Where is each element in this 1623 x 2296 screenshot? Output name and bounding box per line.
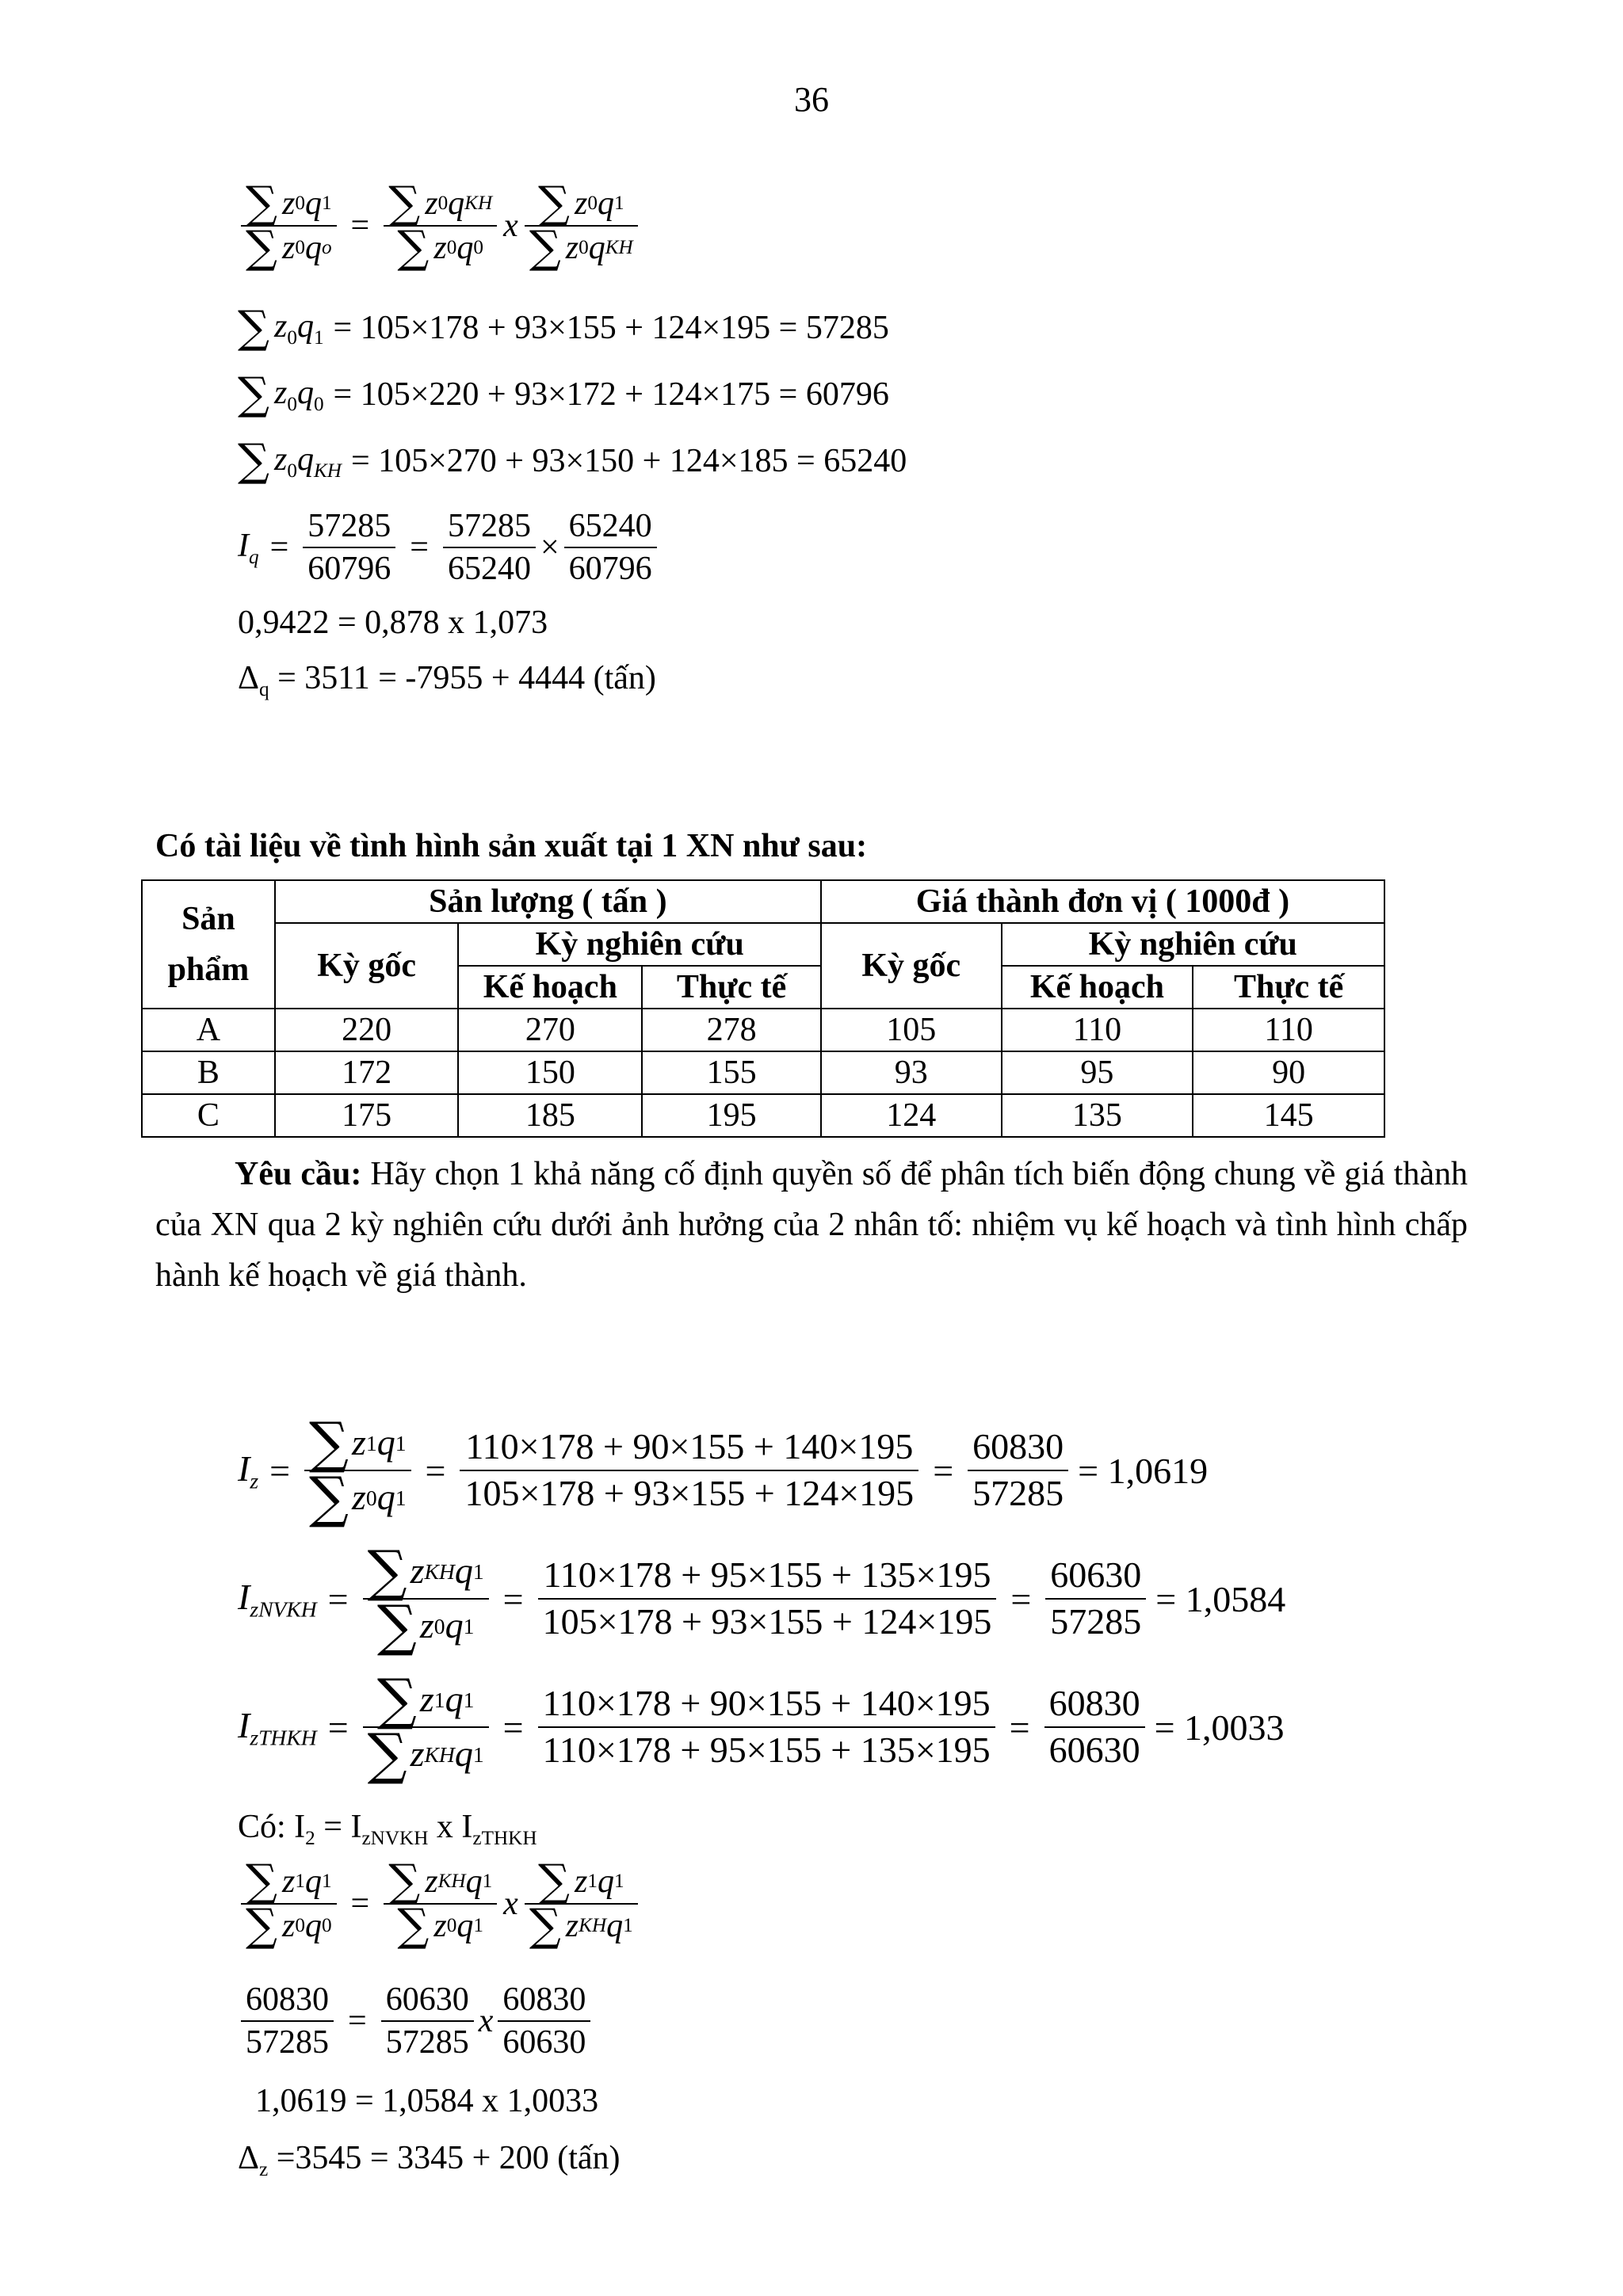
header-output-base: Kỳ gốc [275, 923, 459, 1009]
weight-decomposition-formula: ∑ z 0 q 1 ∑ z 0 q o = ∑ z 0 q KH ∑ z 0 q 0 x ∑ z 0 q 1 ∑ z 0 q KH [238, 184, 641, 269]
header-cost-actual: Thực tế [1193, 966, 1384, 1009]
header-output: Sản lượng ( tấn ) [275, 880, 821, 923]
iz-result-line: 1,0619 = 1,0584 x 1,0033 [255, 2083, 599, 2119]
delta-z-line: $\Delta_z =3545 = 3345 + 200$ (tấn) [238, 2140, 621, 2180]
sum-z0qKH-line: ∑ $z_0q_{KH}$ = 105×270 + 93×150 + 124×185 = 65240 [238, 435, 907, 487]
header-output-actual: Thực tế [642, 966, 821, 1009]
table-row: B 172 150 155 93 95 90 [142, 1051, 1384, 1094]
header-output-plan: Kế hoạch [458, 966, 642, 1009]
sum-z0q1-line: ∑ $z_0q_1$ = 105×178 + 93×155 + 124×195 = 57285 [238, 302, 889, 354]
header-cost-study: Kỳ nghiên cứu [1002, 923, 1384, 966]
iz-thkh-formula: $I_{zTHKH}$ = ∑ z 1 q 1 ∑ z KH q 1 = $\frac{110\times 178 + 90\times 155 + 140\times 195}{110\times 178 + 95\times 155 + 135\times 195}$ = $\frac{60830}{60630}$ = 1,0033 [238, 1667, 1285, 1787]
iz-nvkh-formula: $I_{zNVKH}$ = ∑ z KH q 1 ∑ z 0 q 1 = $\frac{110\times 178 + 95\times 155 + 135\times 195}{105\times 178 + 93\times 155 + 124\times 195}$ = $\frac{60630}{57285}$ = 1,0584 [238, 1539, 1286, 1658]
sum-z0q0-line: ∑ $z_0q_0$ = 105×220 + 93×172 + 124×175 = 60796 [238, 368, 889, 421]
index-system-statement: Có: $I_2 = I_{zNVKH}$ x $I_{zTHKH}$ [238, 1809, 537, 1849]
production-data-table [141, 879, 1385, 1138]
requirement-paragraph: Yêu cầu: Hãy chọn 1 khả năng cố định quyền số để phân tích biến động chung về giá thành của XN qua 2 kỳ nghiên cứu dưới ảnh hưởng của 2 nhân tố: nhiệm vụ kế hoạch và tình hình chấp hành kế hoạch về giá thành. [155, 1156, 1468, 1294]
iq-result-line: 0,9422 = 0,878 x 1,073 [238, 605, 548, 641]
index-system-formula: ∑ z 1 q 1 ∑ z 0 q 0 = ∑ z KH q 1 ∑ z 0 q 1 x ∑ z 1 q 1 ∑ z KH q 1 [238, 1862, 641, 1947]
iz-formula: $I_z$ = ∑ z 1 q 1 ∑ z 0 q 1 = $\frac{110\times 178 + 90\times 155 + 140\times 195}{105\times 178 + 93\times 155 + 124\times 195}$ = $\frac{60830}{57285}$ = 1,0619 [238, 1410, 1209, 1530]
delta-q-line: $\Delta_q = 3511 = -7955 + 4444$ (tấn) [238, 660, 656, 700]
header-cost-base: Kỳ gốc [821, 923, 1002, 1009]
table-row: A 220 270 278 105 110 110 [142, 1009, 1384, 1051]
header-output-study: Kỳ nghiên cứu [458, 923, 820, 966]
iq-formula: $I_q$ = $\frac{57285}{60796}$ = $\frac{57285}{65240}$ × $\frac{65240}{60796}$ [238, 507, 660, 589]
table-row: C 175 185 195 124 135 145 [142, 1094, 1384, 1137]
section-heading: Có tài liệu về tình hình sản xuất tại 1 XN như sau: [155, 828, 868, 864]
header-unit-cost: Giá thành đơn vị ( 1000đ ) [821, 880, 1384, 923]
page-number: 36 [794, 80, 829, 119]
header-cost-plan: Kế hoạch [1002, 966, 1193, 1009]
header-product: Sản phẩm [142, 880, 275, 1009]
numeric-index-system: $\frac{60830}{57285}$ = $\frac{60630}{57285}$ x $\frac{60830}{60630}$ [238, 1981, 594, 2062]
